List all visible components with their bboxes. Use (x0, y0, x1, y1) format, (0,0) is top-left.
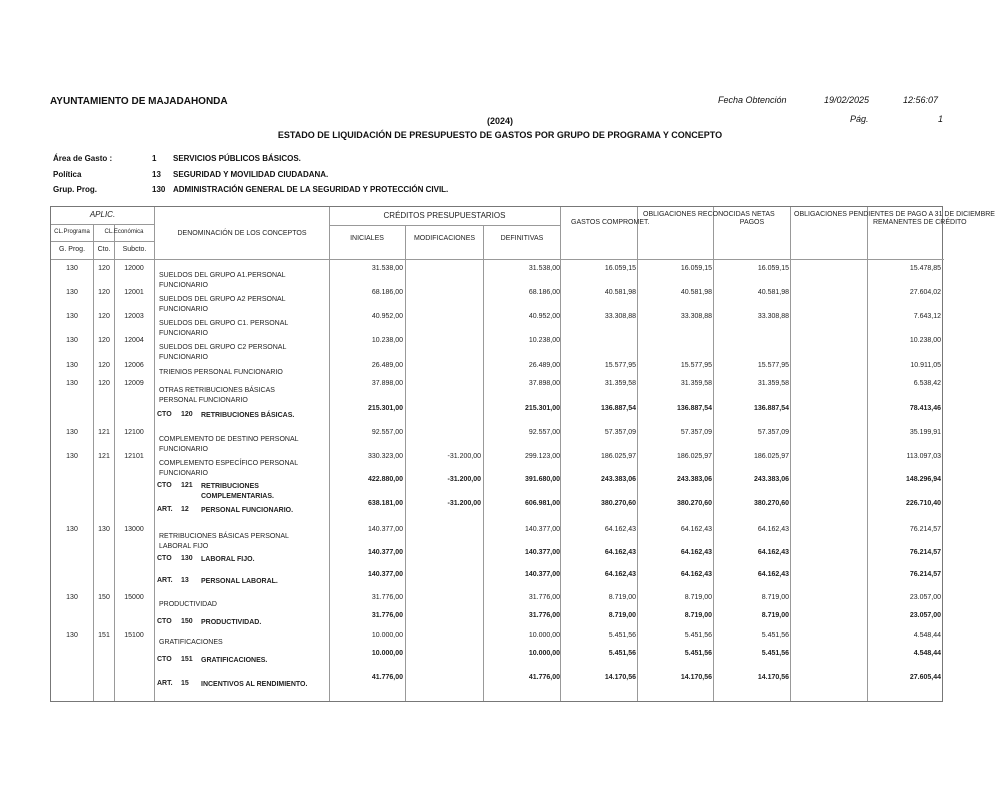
subtotal-code: 130 (181, 555, 193, 562)
cell-g-prog: 130 (66, 289, 78, 296)
cell-denominacion: SUELDOS DEL GRUPO C1. PERSONAL FUNCIONARIO (159, 320, 289, 337)
page-label: Pág. (850, 114, 869, 124)
header-pendientes: OBLIGACIONES PENDIENTES DE PAGO A 31 DE DICIEMBRE (794, 211, 995, 218)
cell-iniciales: 31.538,00 (371, 265, 403, 272)
subtotal-kind: ART. (157, 577, 173, 584)
cell-cto: 120 (98, 313, 110, 320)
header-creditos: CRÉDITOS PRESUPUESTARIOS (383, 211, 506, 220)
cell-remanentes: 76.214,57 (909, 549, 941, 556)
cell-cto: 120 (98, 265, 110, 272)
cell-remanentes: 6.538,42 (913, 380, 941, 387)
organization-name: AYUNTAMIENTO DE MAJADAHONDA (50, 96, 228, 107)
cell-remanentes: 23.057,00 (909, 594, 941, 601)
meta-key-grupo: Grup. Prog. (53, 185, 97, 194)
cell-gastos: 14.170,56 (604, 674, 636, 681)
cell-denominacion: COMPLEMENTO DE DESTINO PERSONAL FUNCIONARIO (159, 436, 299, 453)
header-aplic: APLIC. (89, 210, 116, 219)
cell-gastos: 243.383,06 (600, 476, 636, 483)
cell-remanentes: 4.548,44 (913, 650, 941, 657)
cell-denominacion: SUELDOS DEL GRUPO C2 PERSONAL FUNCIONARIO (159, 344, 287, 361)
cell-gastos: 136.887,54 (600, 405, 636, 412)
cell-pagos: 8.719,00 (761, 594, 789, 601)
cell-pagos: 40.581,98 (757, 289, 789, 296)
cell-modificaciones: -31.200,00 (447, 453, 481, 460)
cell-g-prog: 130 (66, 337, 78, 344)
cell-obligaciones: 16.059,15 (680, 265, 712, 272)
cell-subcto: 12004 (124, 337, 144, 344)
cell-obligaciones: 40.581,98 (680, 289, 712, 296)
cell-iniciales: 37.898,00 (371, 380, 403, 387)
cell-cto: 120 (98, 289, 110, 296)
budget-table (50, 206, 995, 702)
cell-remanentes: 10.911,05 (910, 362, 941, 369)
cell-cto: 151 (98, 632, 110, 639)
report-year: (2024) (486, 116, 513, 126)
grid-line (867, 207, 868, 701)
cell-cto: 130 (98, 526, 110, 533)
grid-line (405, 225, 406, 701)
subtotal-kind: CTO (157, 411, 172, 418)
cell-pagos: 186.025,97 (753, 453, 789, 460)
cell-denominacion: SUELDOS DEL GRUPO A1.PERSONAL FUNCIONARIO (159, 272, 286, 289)
header-gastos: GASTOS COMPROMET. (571, 219, 650, 226)
cell-obligaciones: 5.451,56 (684, 650, 712, 657)
cell-subcto: 12000 (124, 265, 144, 272)
cell-g-prog: 130 (66, 429, 78, 436)
cell-g-prog: 130 (66, 526, 78, 533)
cell-g-prog: 130 (66, 632, 78, 639)
cell-definitivas: 10.000,00 (528, 650, 560, 657)
cell-cto: 120 (98, 380, 110, 387)
subtotal-label: INCENTIVOS AL RENDIMIENTO. (201, 681, 308, 688)
cell-obligaciones: 380.270,60 (676, 500, 712, 507)
cell-pagos: 380.270,60 (753, 500, 789, 507)
cell-iniciales: 422.880,00 (367, 476, 403, 483)
meta-code-politica: 13 (152, 170, 161, 179)
subtotal-label: LABORAL FIJO. (201, 556, 255, 563)
cell-remanentes: 27.605,44 (909, 674, 941, 681)
subtotal-kind: CTO (157, 618, 172, 625)
cell-definitivas: 37.898,00 (528, 380, 560, 387)
cell-definitivas: 215.301,00 (524, 405, 560, 412)
cell-subcto: 15100 (124, 632, 144, 639)
cell-obligaciones: 64.162,43 (680, 549, 712, 556)
cell-obligaciones: 31.359,58 (680, 380, 712, 387)
header-definitivas: DEFINITIVAS (500, 235, 544, 242)
cell-obligaciones: 136.887,54 (676, 405, 712, 412)
header-modificaciones: MODIFICACIONES (413, 235, 476, 242)
cell-subcto: 12101 (124, 453, 144, 460)
cell-subcto: 13000 (124, 526, 144, 533)
cell-definitivas: 299.123,00 (524, 453, 560, 460)
subtotal-kind: ART. (157, 506, 173, 513)
cell-gastos: 57.357,09 (604, 429, 636, 436)
grid-line (51, 241, 154, 242)
cell-cto: 121 (98, 429, 110, 436)
grid-line (114, 225, 115, 701)
time-value: 12:56:07 (903, 95, 939, 105)
cell-pagos: 57.357,09 (757, 429, 789, 436)
cell-g-prog: 130 (66, 453, 78, 460)
cell-modificaciones: -31.200,00 (447, 476, 481, 483)
grid-line (483, 225, 484, 701)
cell-pagos: 8.719,00 (761, 612, 789, 619)
subtotal-code: 15 (181, 680, 189, 687)
subtotal-kind: CTO (157, 555, 172, 562)
grid-line (51, 259, 944, 260)
cell-remanentes: 76.214,57 (909, 571, 941, 578)
cell-cto: 120 (98, 337, 110, 344)
cell-obligaciones: 14.170,56 (680, 674, 712, 681)
cell-obligaciones: 243.383,06 (676, 476, 712, 483)
cell-remanentes: 7.643,12 (913, 313, 941, 320)
cell-pagos: 5.451,56 (761, 632, 789, 639)
subtotal-label: PERSONAL FUNCIONARIO. (201, 507, 294, 514)
grid-line (51, 224, 154, 225)
cell-definitivas: 140.377,00 (524, 571, 560, 578)
cell-definitivas: 41.776,00 (528, 674, 560, 681)
cell-remanentes: 113.097,03 (906, 453, 941, 460)
cell-subcto: 15000 (124, 594, 144, 601)
meta-text-politica: SEGURIDAD Y MOVILIDAD CIUDADANA. (173, 170, 329, 179)
cell-definitivas: 10.000,00 (528, 632, 560, 639)
cell-gastos: 64.162,43 (604, 526, 636, 533)
cell-iniciales: 10.238,00 (371, 337, 403, 344)
header-denominacion: DENOMINACIÓN DE LOS CONCEPTOS (177, 230, 307, 237)
cell-remanentes: 226.710,40 (905, 500, 941, 507)
cell-iniciales: 92.557,00 (371, 429, 403, 436)
meta-text-area: SERVICIOS PÚBLICOS BÁSICOS. (173, 154, 301, 163)
meta-text-grupo: ADMINISTRACIÓN GENERAL DE LA SEGURIDAD Y PROTECCIÓN CIVIL. (173, 185, 449, 194)
cell-iniciales: 31.776,00 (371, 612, 403, 619)
cell-iniciales: 26.489,00 (371, 362, 403, 369)
cell-gastos: 186.025,97 (600, 453, 636, 460)
cell-denominacion: OTRAS RETRIBUCIONES BÁSICAS PERSONAL FUNCIONARIO (159, 387, 275, 404)
meta-key-politica: Política (53, 170, 82, 179)
cell-pagos: 5.451,56 (761, 650, 789, 657)
cell-definitivas: 391.680,00 (524, 476, 560, 483)
cell-subcto: 12006 (124, 362, 144, 369)
cell-subcto: 12100 (124, 429, 144, 436)
header-cl-economica: CL.Económica (104, 229, 144, 235)
cell-gastos: 8.719,00 (608, 612, 636, 619)
cell-pagos: 64.162,43 (757, 549, 789, 556)
cell-remanentes: 4.548,44 (913, 632, 941, 639)
cell-g-prog: 130 (66, 380, 78, 387)
cell-iniciales: 10.000,00 (371, 632, 403, 639)
cell-definitivas: 140.377,00 (524, 526, 560, 533)
cell-definitivas: 606.981,00 (524, 500, 560, 507)
cell-subcto: 12009 (124, 380, 144, 387)
subtotal-label: RETRIBUCIONES BÁSICAS. (201, 412, 295, 419)
subtotal-label: PRODUCTIVIDAD. (201, 619, 262, 626)
date-label: Fecha Obtención (718, 95, 787, 105)
cell-remanentes: 15.478,85 (909, 265, 941, 272)
report-title: ESTADO DE LIQUIDACIÓN DE PRESUPUESTO DE GASTOS POR GRUPO DE PROGRAMA Y CONCEPTO (277, 130, 723, 140)
cell-iniciales: 638.181,00 (367, 500, 403, 507)
subtotal-code: 151 (181, 656, 193, 663)
grid-line (93, 225, 94, 701)
cell-definitivas: 68.186,00 (528, 289, 560, 296)
page-number: 1 (938, 114, 944, 124)
cell-denominacion: GRATIFICACIONES (159, 639, 223, 646)
cell-definitivas: 92.557,00 (528, 429, 560, 436)
cell-obligaciones: 15.577,95 (680, 362, 712, 369)
cell-subcto: 12003 (124, 313, 144, 320)
cell-gastos: 16.059,15 (604, 265, 636, 272)
cell-gastos: 5.451,56 (608, 632, 636, 639)
cell-remanentes: 35.199,91 (909, 429, 941, 436)
grid-line (637, 207, 638, 701)
cell-pagos: 243.383,06 (753, 476, 789, 483)
cell-subcto: 12001 (124, 289, 144, 296)
header-pagos: PAGOS (739, 219, 765, 226)
grid-line (329, 225, 560, 226)
cell-cto: 150 (98, 594, 110, 601)
cell-obligaciones: 57.357,09 (680, 429, 712, 436)
grid-line (713, 207, 714, 701)
cell-definitivas: 31.776,00 (528, 612, 560, 619)
cell-cto: 121 (98, 453, 110, 460)
cell-gastos: 64.162,43 (604, 549, 636, 556)
cell-g-prog: 130 (66, 313, 78, 320)
subtotal-code: 12 (181, 506, 189, 513)
cell-iniciales: 215.301,00 (367, 405, 403, 412)
cell-remanentes: 76.214,57 (909, 526, 941, 533)
cell-iniciales: 10.000,00 (371, 650, 403, 657)
cell-gastos: 64.162,43 (604, 571, 636, 578)
cell-definitivas: 10.238,00 (528, 337, 560, 344)
cell-remanentes: 78.413,46 (909, 405, 941, 412)
cell-pagos: 64.162,43 (757, 571, 789, 578)
subtotal-code: 150 (181, 618, 193, 625)
subtotal-code: 121 (181, 482, 193, 489)
cell-gastos: 31.359,58 (604, 380, 636, 387)
header-subcto: Subcto. (122, 246, 147, 253)
cell-gastos: 33.308,88 (604, 313, 636, 320)
cell-modificaciones: -31.200,00 (447, 500, 481, 507)
cell-gastos: 15.577,95 (604, 362, 636, 369)
header-obligaciones: OBLIGACIONES RECONOCIDAS NETAS (643, 211, 775, 218)
cell-remanentes: 27.604,02 (909, 289, 941, 296)
cell-pagos: 15.577,95 (757, 362, 789, 369)
cell-g-prog: 130 (66, 362, 78, 369)
header-cl-programa: CL.Programa (54, 229, 90, 235)
cell-iniciales: 40.952,00 (371, 313, 403, 320)
cell-obligaciones: 64.162,43 (680, 571, 712, 578)
subtotal-kind: CTO (157, 656, 172, 663)
cell-remanentes: 23.057,00 (909, 612, 941, 619)
cell-denominacion: TRIENIOS PERSONAL FUNCIONARIO (159, 369, 283, 376)
meta-code-grupo: 130 (152, 185, 166, 194)
cell-pagos: 64.162,43 (757, 526, 789, 533)
cell-denominacion: COMPLEMENTO ESPECÍFICO PERSONAL FUNCIONARIO (159, 460, 298, 477)
meta-code-area: 1 (152, 154, 157, 163)
date-value: 19/02/2025 (824, 95, 870, 105)
cell-definitivas: 31.538,00 (528, 265, 560, 272)
subtotal-kind: CTO (157, 482, 172, 489)
cell-iniciales: 140.377,00 (367, 549, 403, 556)
cell-pagos: 14.170,56 (757, 674, 789, 681)
subtotal-code: 13 (181, 577, 189, 584)
cell-pagos: 136.887,54 (753, 405, 789, 412)
cell-pagos: 31.359,58 (757, 380, 789, 387)
cell-remanentes: 10.238,00 (909, 337, 941, 344)
cell-definitivas: 140.377,00 (524, 549, 560, 556)
cell-cto: 120 (98, 362, 110, 369)
subtotal-code: 120 (181, 411, 193, 418)
header-cto: Cto. (97, 246, 111, 253)
subtotal-kind: ART. (157, 680, 173, 687)
cell-denominacion: SUELDOS DEL GRUPO A2 PERSONAL FUNCIONARIO (159, 296, 286, 313)
meta-key-area: Área de Gasto : (53, 154, 113, 163)
grid-line (560, 207, 561, 701)
grid-line (154, 207, 155, 701)
cell-iniciales: 31.776,00 (371, 594, 403, 601)
subtotal-label: PERSONAL LABORAL. (201, 578, 278, 585)
subtotal-label: RETRIBUCIONES COMPLEMENTARIAS. (201, 483, 274, 500)
cell-gastos: 8.719,00 (608, 594, 636, 601)
header-g-prog: G. Prog. (58, 246, 86, 253)
grid-line (790, 207, 791, 701)
cell-gastos: 380.270,60 (600, 500, 636, 507)
cell-remanentes: 148.296,94 (905, 476, 941, 483)
cell-g-prog: 130 (66, 594, 78, 601)
cell-obligaciones: 33.308,88 (680, 313, 712, 320)
cell-pagos: 16.059,15 (757, 265, 789, 272)
cell-gastos: 5.451,56 (608, 650, 636, 657)
cell-gastos: 40.581,98 (604, 289, 636, 296)
cell-iniciales: 68.186,00 (371, 289, 403, 296)
cell-iniciales: 330.323,00 (367, 453, 403, 460)
cell-denominacion: PRODUCTIVIDAD (159, 601, 217, 608)
cell-denominacion: RETRIBUCIONES BÁSICAS PERSONAL LABORAL FIJO (159, 533, 289, 550)
header-remanentes: REMANENTES DE CRÉDITO (873, 219, 967, 226)
cell-g-prog: 130 (66, 265, 78, 272)
cell-obligaciones: 8.719,00 (684, 612, 712, 619)
header-iniciales: INICIALES (350, 235, 384, 242)
cell-obligaciones: 64.162,43 (680, 526, 712, 533)
cell-definitivas: 31.776,00 (528, 594, 560, 601)
subtotal-label: GRATIFICACIONES. (201, 657, 268, 664)
cell-obligaciones: 5.451,56 (684, 632, 712, 639)
cell-iniciales: 140.377,00 (367, 571, 403, 578)
cell-pagos: 33.308,88 (757, 313, 789, 320)
cell-iniciales: 140.377,00 (367, 526, 403, 533)
cell-obligaciones: 186.025,97 (676, 453, 712, 460)
cell-obligaciones: 8.719,00 (684, 594, 712, 601)
cell-definitivas: 26.489,00 (528, 362, 560, 369)
cell-definitivas: 40.952,00 (528, 313, 560, 320)
cell-iniciales: 41.776,00 (371, 674, 403, 681)
